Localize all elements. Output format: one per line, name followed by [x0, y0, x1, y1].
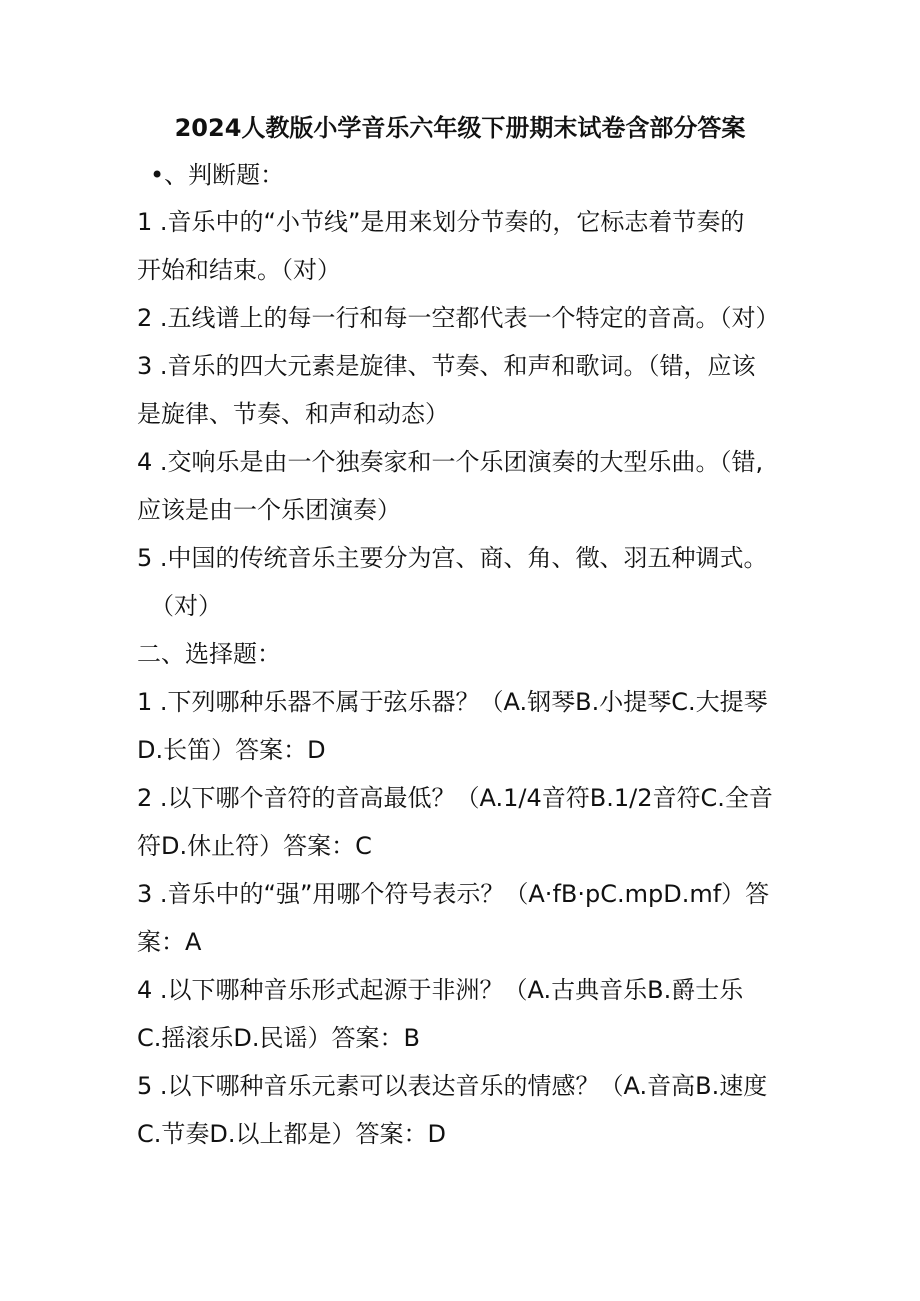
question-line: 1 .下列哪种乐器不属于弦乐器？（A.钢琴B.小提琴C.大提琴	[137, 688, 768, 716]
question-line: 1 .音乐中的“小节线”是用来划分节奏的，它标志着节奏的	[137, 208, 745, 236]
question-line: 4 .以下哪种音乐形式起源于非洲？（A.古典音乐B.爵士乐	[137, 976, 744, 1004]
section-heading-choice: 二、选择题：	[137, 640, 281, 668]
question-line: 2 .五线谱上的每一行和每一空都代表一个特定的音高。（对）	[137, 304, 780, 332]
question-line: 3 .音乐中的“强”用哪个符号表示？（A·fB·pC.mpD.mf）答	[137, 880, 770, 908]
question-line: C.摇滚乐D.民谣）答案：B	[137, 1024, 420, 1052]
question-line: 应该是由一个乐团演奏）	[137, 496, 401, 524]
question-line: 5 .以下哪种音乐元素可以表达音乐的情感？（A.音高B.速度	[137, 1072, 768, 1100]
question-line: 5 .中国的传统音乐主要分为宫、商、角、徵、羽五种调式。	[137, 544, 768, 572]
question-line: 2 .以下哪个音符的音高最低？（A.1/4音符B.1/2音符C.全音	[137, 784, 773, 812]
document-title: 2024人教版小学音乐六年级下册期末试卷含部分答案	[174, 114, 746, 142]
question-line: 开始和结束。（对）	[137, 256, 341, 284]
question-line: 4 .交响乐是由一个独奏家和一个乐团演奏的大型乐曲。（错,	[137, 448, 764, 476]
question-line: D.长笛）答案：D	[137, 736, 326, 764]
question-line: 符D.休止符）答案：C	[137, 832, 372, 860]
question-line: C.节奏D.以上都是）答案：D	[137, 1120, 446, 1148]
section-heading-judgment: •、判断题：	[150, 161, 285, 189]
question-line: 3 .音乐的四大元素是旋律、节奏、和声和歌词。（错，应该	[137, 352, 756, 380]
question-line: 是旋律、节奏、和声和动态）	[137, 400, 449, 428]
question-line: 案：A	[137, 928, 202, 956]
question-line: （对）	[150, 592, 222, 620]
